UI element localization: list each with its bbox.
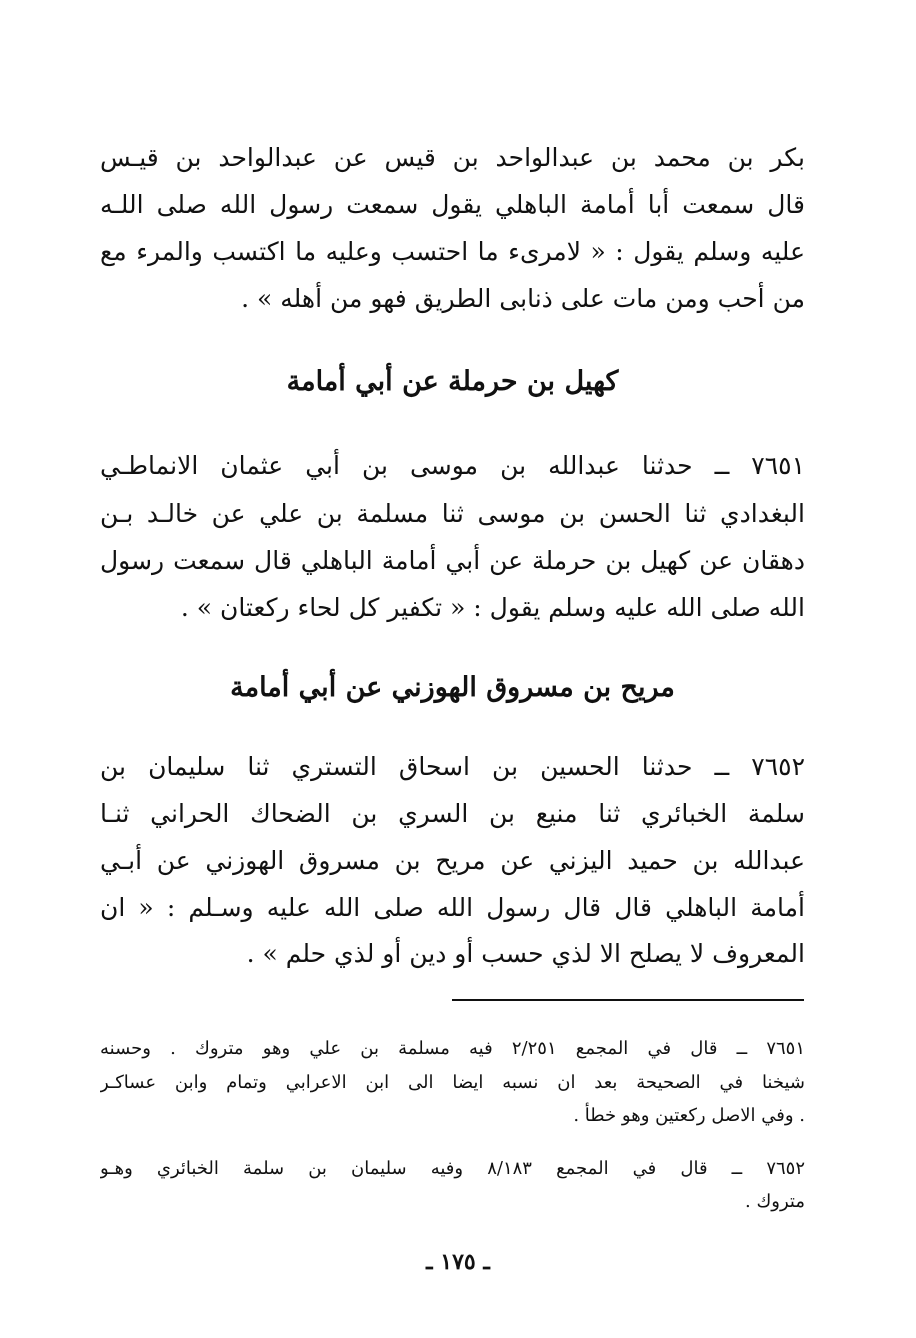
section-2-heading: مريح بن مسروق الهوزني عن أبي أمامة [230, 672, 675, 703]
section-2-line-1: ٧٦٥٢ ــ حدثنا الحسين بن اسحاق التستري ثنا سليمان بن [100, 752, 805, 781]
section-1-line-3: دهقان عن كهيل بن حرملة عن أبي أمامة الباهلي قال سمعت رسول [100, 546, 805, 575]
section-2-line-4: أمامة الباهلي قال قال رسول الله صلى الله عليه وسـلم : « ان [100, 893, 805, 922]
footnote-1-line-1: ٧٦٥١ ــ قال في المجمع ٢/٢٥١ فيه مسلمة بن علي وهو متروك . وحسنه [100, 1038, 805, 1059]
footnote-2-line-1: ٧٦٥٢ ــ قال في المجمع ٨/١٨٣ وفيه سليمان بن سلمة الخبائري وهـو [100, 1158, 805, 1179]
intro-line-1: بكر بن محمد بن عبدالواحد بن قيس عن عبدالواحد بن قيـس [100, 143, 805, 172]
intro-line-3: عليه وسلم يقول : « لامرىء ما احتسب وعليه ما اكتسب والمرء مع [100, 237, 805, 266]
footnote-1-line-2: شيخنا في الصحيحة بعد ان نسبه ايضا الى ابن الاعرابي وتمام وابن عساكـر [100, 1072, 805, 1093]
section-2-line-2: سلمة الخبائري ثنا منيع بن السري بن الضحاك الحراني ثنـا [100, 799, 805, 828]
section-2-line-5: المعروف لا يصلح الا لذي حسب أو دين أو لذي حلم » . [246, 939, 805, 968]
section-1-line-2: البغدادي ثنا الحسن بن موسى ثنا مسلمة بن علي عن خالـد بـن [100, 499, 805, 528]
section-1-heading: كهيل بن حرملة عن أبي أمامة [286, 366, 619, 397]
section-2-line-3: عبدالله بن حميد اليزني عن مريح بن مسروق الهوزني عن أبـي [100, 846, 805, 875]
intro-line-4: من أحب ومن مات على ذنابى الطريق فهو من أهله » . [241, 284, 805, 313]
footnote-separator [452, 999, 804, 1001]
section-1-line-1: ٧٦٥١ ــ حدثنا عبدالله بن موسى بن أبي عثمان الانماطـي [100, 451, 805, 480]
intro-line-2: قال سمعت أبا أمامة الباهلي يقول سمعت رسول الله صلى اللـه [100, 190, 805, 219]
section-1-line-4: الله صلى الله عليه وسلم يقول : « تكفير كل لحاء ركعتان » . [180, 593, 805, 622]
footnote-1-line-3: . وفي الاصل ركعتين وهو خطأ . [573, 1105, 805, 1126]
page-number: ـ ١٧٥ ـ [426, 1249, 490, 1275]
footnote-2-line-2: متروك . [745, 1191, 805, 1212]
